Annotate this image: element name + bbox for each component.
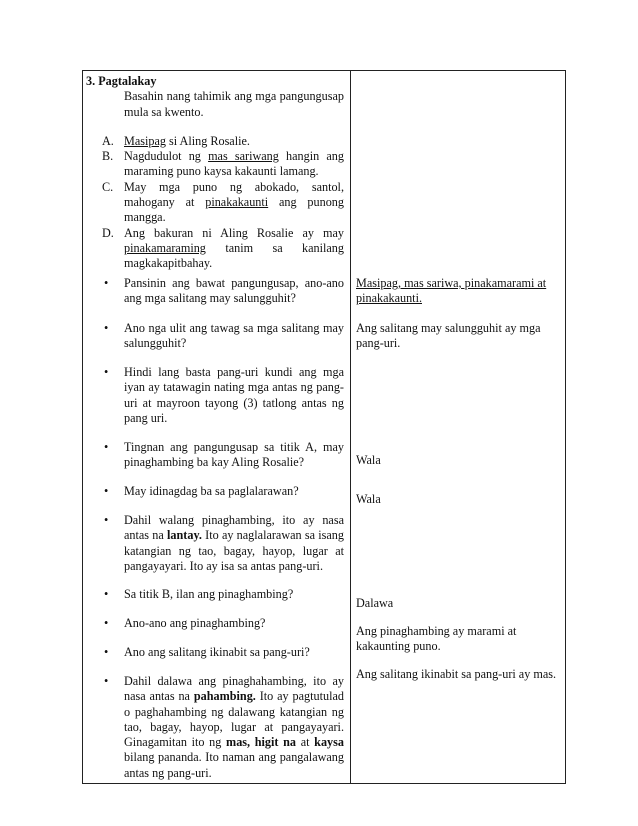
bullet-icon: • [104, 587, 109, 601]
question-text: Ito ay naglalarawan sa isang katangian ng tao, bagay, hayop, lugar at pangayayari. Ito ay isa sa antas pang-uri. [124, 528, 344, 573]
question-2 [86, 321, 344, 352]
sentence-text: si Aling Rosalie. [165, 133, 250, 148]
answer-7: Dalawa [356, 596, 394, 610]
question-text: bilang pananda. Ito naman ang pangalawang antas ng pang-uri. [124, 750, 344, 780]
question-8 [86, 616, 344, 631]
question-text: May idinagdag ba sa paglalarawan? [124, 484, 299, 498]
term-pahambing: pahambing. [193, 689, 256, 704]
sentence-letter: A. [102, 133, 114, 148]
section-heading: 3. Pagtalakay [86, 74, 157, 88]
sentence-text: tanim sa kanilang magkakapitbahay. [124, 240, 344, 271]
question-7 [86, 587, 344, 602]
sentence-text: Ang bakuran ni Aling Rosalie ay may [124, 225, 344, 240]
bullet-icon: • [104, 365, 109, 379]
sentence-c [86, 180, 344, 226]
bullet-icon: • [104, 440, 109, 454]
question-text: at [296, 735, 315, 750]
underlined-adjective: Masipag [124, 133, 166, 148]
answer-2: Ang salitang may salungguhit ay mga pang-uri. [356, 321, 541, 351]
answer-4: Wala [356, 453, 381, 467]
bullet-icon: • [104, 645, 109, 659]
sentence-text: May mga puno ng abokado, santol, mahogany at [124, 179, 344, 210]
answer-5: Wala [356, 492, 381, 506]
question-text: Ano nga ulit ang tawag sa mga salitang may salungguhit? [124, 321, 344, 351]
question-4 [86, 440, 344, 471]
bullet-icon: • [104, 513, 109, 527]
sentence-text: ang punong mangga. [124, 195, 344, 225]
bullet-icon: • [104, 616, 109, 630]
question-6 [86, 513, 344, 574]
question-text: Ano ang salitang ikinabit sa pang-uri? [124, 645, 310, 659]
column-divider [350, 71, 351, 783]
underlined-adjective: pinakakaunti [205, 195, 269, 210]
bullet-icon: • [104, 276, 109, 290]
sentence-text: hangin ang maraming puno kaysa kakaunti lamang. [124, 149, 344, 179]
question-text: Dahil walang pinaghambing, ito ay nasa antas na [124, 513, 344, 543]
left-column [86, 74, 344, 272]
underlined-adjective: mas sariwang [208, 149, 279, 164]
sentence-d [86, 226, 344, 272]
question-3 [86, 365, 344, 426]
question-1 [86, 276, 344, 307]
question-text: Ano-ano ang pinaghambing? [124, 616, 266, 630]
question-text: Dahil dalawa ang pinaghahambing, ito ay nasa antas na [124, 674, 344, 704]
term-lantay: lantay. [167, 528, 202, 543]
bullet-icon: • [104, 484, 109, 498]
question-text: Tingnan ang pangungusap sa titik A, may pinaghambing ba kay Aling Rosalie? [124, 440, 344, 470]
question-9 [86, 645, 344, 660]
answer-8: Ang pinaghambing ay marami at kakaunting puno. [356, 624, 517, 654]
sentence-b [86, 149, 344, 180]
bullet-icon: • [104, 674, 109, 688]
intro-text: Basahin nang tahimik ang mga pangungusap mula sa kwento. [124, 89, 344, 119]
question-5 [86, 484, 344, 499]
sentence-a [86, 134, 344, 149]
underlined-adjective: pinakamaraming [124, 240, 206, 255]
question-text: Sa titik B, ilan ang pinaghambing? [124, 587, 294, 601]
sentence-letter: D. [102, 225, 114, 240]
lesson-table [82, 70, 566, 784]
answer-1: Masipag, mas sariwa, pinakamarami at pinakakaunti. [356, 276, 547, 306]
sentence-text: Nagdudulot ng [124, 149, 209, 164]
question-text: Hindi lang basta pang-uri kundi ang mga iyan ay tatawagin nating mga antas ng pang-uri at mayroon tayong (3) tatlong antas ng pang uri. [124, 365, 344, 425]
term-kaysa: kaysa [314, 735, 344, 750]
term-mas-higit-na: mas, higit na [226, 735, 297, 750]
question-10 [86, 674, 344, 781]
question-text: Ito ay pagtutulad o paghahambing ng dalawang katangian ng tao, bagay, hayop, lugar at pangayayari. Ginagamitan ito ng [124, 689, 344, 750]
sentence-letter: B. [102, 149, 114, 164]
question-text: Pansinin ang bawat pangungusap, ano-ano ang mga salitang may salungguhit? [124, 276, 344, 306]
sentence-letter: C. [102, 179, 114, 194]
bullet-icon: • [104, 321, 109, 335]
answer-9: Ang salitang ikinabit sa pang-uri ay mas. [356, 667, 557, 681]
